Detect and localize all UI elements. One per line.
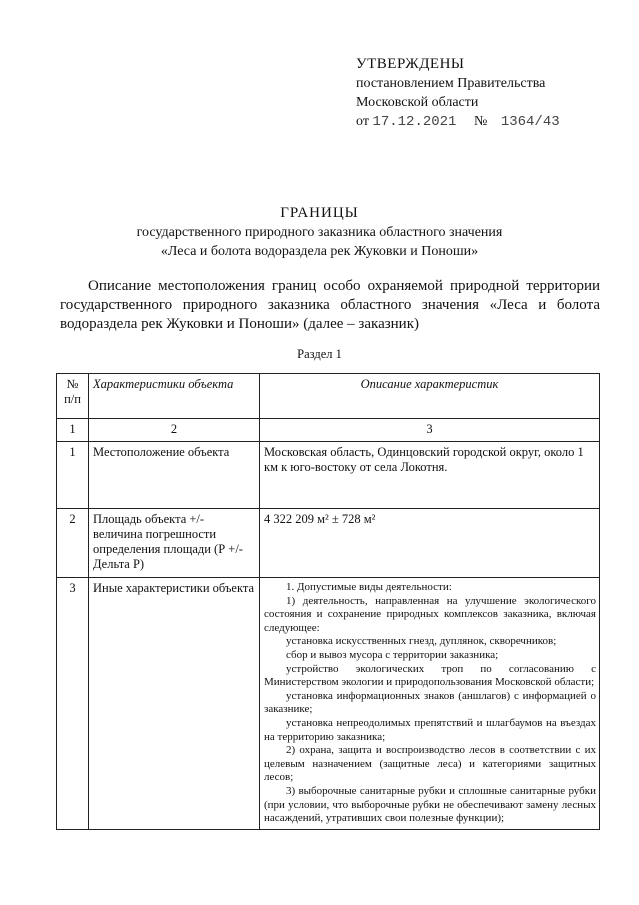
- row-number: 3: [57, 578, 89, 830]
- row-number: 2: [57, 509, 89, 578]
- approval-number-label: №: [473, 114, 488, 129]
- row-name: Иные характеристики объекта: [89, 578, 260, 830]
- row-value: Московская область, Одинцовский городской округ, около 1 км к юго-востоку от села Локотня.: [260, 442, 600, 509]
- row-name: Площадь объекта +/- величина погрешности определения площади (Р +/- Дельта Р): [89, 509, 260, 578]
- header-description: Описание характеристик: [260, 374, 600, 419]
- approval-title: УТВЕРЖДЕНЫ: [356, 56, 465, 72]
- table-header-row: [57, 374, 600, 419]
- column-number: 1: [57, 419, 89, 442]
- table-row: [57, 578, 600, 830]
- approval-line-1: постановлением Правительства: [356, 76, 546, 91]
- list-item: установка непреодолимых препятствий и шлагбаумов на въездах на территорию заказника;: [264, 716, 596, 743]
- header-number: № п/п: [57, 374, 89, 419]
- list-item: сбор и вывоз мусора с территории заказника;: [286, 648, 499, 661]
- approval-date-line: [356, 112, 560, 132]
- table-row: [57, 509, 600, 578]
- row-number: 1: [57, 442, 89, 509]
- approval-line-2: Московской области: [356, 95, 479, 110]
- list-item: установка искусственных гнезд, дуплянок, скворечников;: [286, 635, 557, 648]
- row-value: [260, 578, 600, 830]
- column-numbers-row: [57, 419, 600, 442]
- list-item: 2) охрана, защита и воспроизводство лесов в соответствии с их целевым назначением (защитные леса) и категориями защитных лесов;: [264, 744, 596, 784]
- table-row: [57, 442, 600, 509]
- boundary-description: Описание местоположения границ особо охраняемой природной территории государственного природного заказника областного значения «Леса и болота водораздела рек Жуковки и Поноши» (далее – заказник): [60, 278, 600, 332]
- document-title: ГРАНИЦЫ: [280, 205, 359, 221]
- header-characteristics: Характеристики объекта: [89, 374, 260, 419]
- list-item: устройство экологических троп по согласованию с Министерством экологии и природопользования Московской области;: [264, 662, 596, 689]
- list-item: 3) выборочные санитарные рубки и сплошные санитарные рубки (при условии, что выборочные рубки не обеспечивают замену лесных насаждений, утративших свои полезные функции);: [264, 784, 596, 825]
- row-value: 4 322 209 м² ± 728 м²: [260, 509, 600, 578]
- row-name: Местоположение объекта: [89, 442, 260, 509]
- approval-block: [356, 55, 560, 132]
- approval-from-label: от: [356, 114, 369, 129]
- section-label: Раздел 1: [297, 347, 342, 361]
- characteristics-table: [56, 373, 600, 830]
- column-number: 2: [89, 419, 260, 442]
- column-number: 3: [260, 419, 600, 442]
- list-item: 1. Допустимые виды деятельности:: [286, 581, 452, 593]
- list-item: установка информационных знаков (аншлагов) с информацией о заказнике;: [264, 689, 596, 716]
- approval-date: 17.12.2021: [372, 114, 457, 130]
- list-item: 1) деятельность, направленная на улучшение экологического состояния и сохранение природных комплексов заказника, включая следующее:: [264, 594, 596, 634]
- approval-number: 1364/43: [500, 114, 560, 130]
- document-subtitle-1: государственного природного заказника областного значения: [136, 225, 503, 240]
- document-subtitle-2: «Леса и болота водораздела рек Жуковки и Поноши»: [160, 244, 479, 259]
